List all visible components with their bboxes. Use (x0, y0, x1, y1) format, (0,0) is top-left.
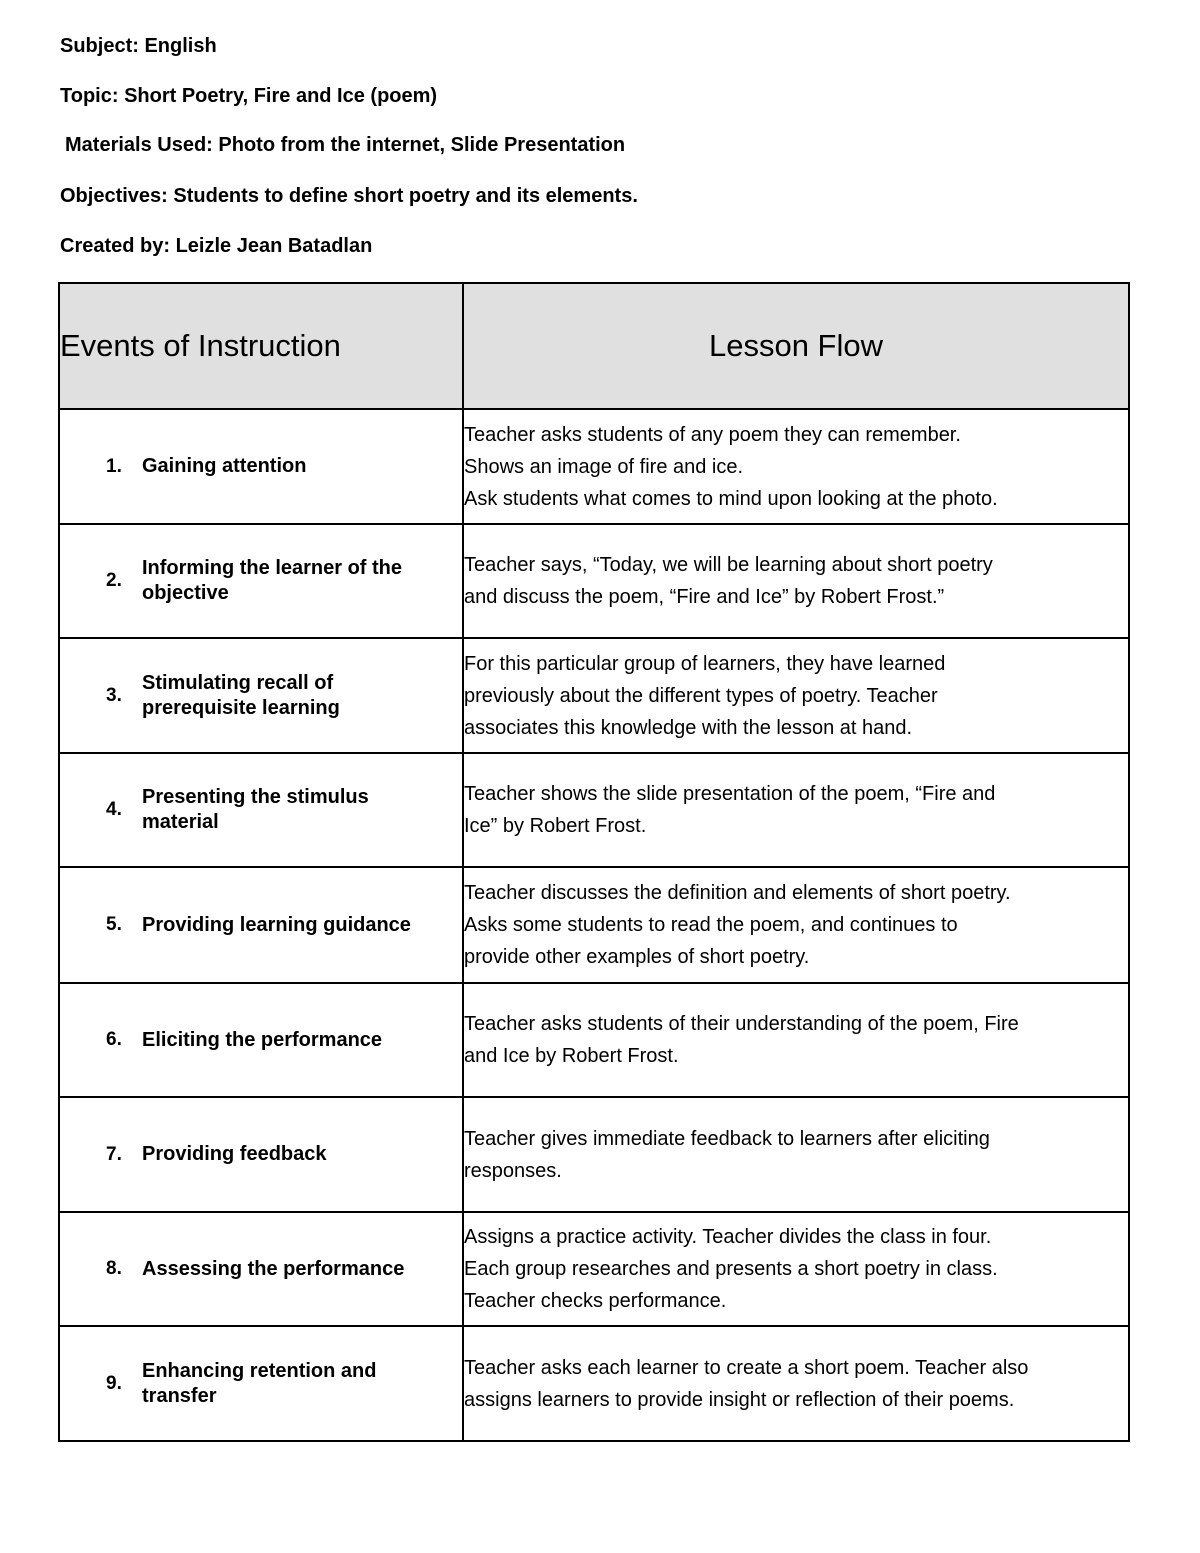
table-row (59, 409, 1129, 524)
table-row (59, 638, 1129, 753)
lesson-flow-line: and discuss the poem, “Fire and Ice” by Robert Frost.” (464, 586, 945, 608)
event-label: Enhancing retention and transfer (142, 1359, 377, 1407)
table-row (59, 1212, 1129, 1326)
event-number: 1. (106, 455, 122, 477)
lesson-flow-line: Teacher gives immediate feedback to learners after eliciting (464, 1127, 990, 1150)
lesson-flow-line: Teacher checks performance. (464, 1290, 727, 1312)
event-cell (59, 1326, 463, 1441)
event-number: 7. (106, 1143, 122, 1165)
event-cell (59, 983, 463, 1097)
event-cell (59, 1097, 463, 1212)
lesson-flow-cell (463, 524, 1129, 638)
event-label: Providing feedback (142, 1143, 327, 1165)
lesson-flow-cell (463, 409, 1129, 524)
lesson-flow-line: Teacher asks students of any poem they can remember. (464, 423, 961, 446)
event-number: 2. (106, 570, 122, 591)
lesson-flow-line: Ask students what comes to mind upon looking at the photo. (464, 487, 998, 510)
lesson-flow-cell (463, 753, 1129, 867)
lesson-flow-line: provide other examples of short poetry. (464, 946, 810, 968)
event-label: Informing the learner of the objective (142, 557, 403, 604)
lesson-flow-line: Teacher asks each learner to create a short poem. Teacher also (464, 1356, 1029, 1379)
lesson-flow-line: Ice” by Robert Frost. (464, 815, 647, 837)
lesson-flow-line: Asks some students to read the poem, and continues to (464, 914, 958, 936)
event-label: Presenting the stimulus material (142, 786, 369, 833)
lesson-flow-cell (463, 1212, 1129, 1326)
event-cell (59, 753, 463, 867)
event-cell (59, 409, 463, 524)
table-row (59, 753, 1129, 867)
table-row (59, 524, 1129, 638)
lesson-flow-cell (463, 1326, 1129, 1441)
column-header-lesson-flow: Lesson Flow (463, 283, 1129, 409)
table-row (59, 983, 1129, 1097)
lesson-flow-line: associates this knowledge with the lesson at hand. (464, 716, 913, 739)
lesson-flow-cell (463, 638, 1129, 753)
lesson-flow-line: Each group researches and presents a short poetry in class. (464, 1258, 998, 1280)
event-number: 4. (106, 799, 122, 820)
lesson-flow-cell (463, 867, 1129, 983)
event-label: Assessing the performance (142, 1257, 405, 1280)
column-header-events: Events of Instruction (59, 283, 463, 409)
event-number: 5. (106, 914, 122, 935)
event-number: 3. (106, 684, 122, 706)
materials-line: Materials Used: Photo from the internet, Slide Presentation (65, 134, 626, 156)
lesson-flow-cell (463, 983, 1129, 1097)
table-header-row (59, 283, 1129, 409)
lesson-flow-line: assigns learners to provide insight or reflection of their poems. (464, 1388, 1015, 1411)
objectives-line: Objectives: Students to define short poetry and its elements. (60, 185, 638, 207)
event-cell (59, 867, 463, 983)
subject-line: Subject: English (60, 35, 217, 57)
event-label: Eliciting the performance (142, 1028, 383, 1051)
lesson-plan-table (58, 282, 1130, 1442)
lesson-flow-line: and Ice by Robert Frost. (464, 1045, 679, 1067)
lesson-flow-line: previously about the different types of poetry. Teacher (464, 684, 938, 707)
event-cell (59, 1212, 463, 1326)
table-row (59, 1326, 1129, 1441)
event-number: 8. (106, 1258, 122, 1279)
event-label: Gaining attention (142, 455, 307, 477)
event-label: Providing learning guidance (142, 913, 411, 936)
event-number: 6. (106, 1029, 122, 1050)
lesson-flow-line: Shows an image of fire and ice. (464, 455, 744, 478)
table-row (59, 1097, 1129, 1212)
lesson-flow-line: Assigns a practice activity. Teacher divides the class in four. (464, 1226, 992, 1248)
lesson-flow-line: responses. (464, 1159, 562, 1182)
lesson-flow-line: Teacher shows the slide presentation of the poem, “Fire and (464, 783, 996, 805)
table-row (59, 867, 1129, 983)
lesson-flow-line: Teacher says, “Today, we will be learning about short poetry (464, 554, 993, 576)
event-cell (59, 524, 463, 638)
lesson-flow-line: Teacher discusses the definition and elements of short poetry. (464, 882, 1011, 904)
created-by-line: Created by: Leizle Jean Batadlan (60, 235, 373, 257)
event-cell (59, 638, 463, 753)
topic-line: Topic: Short Poetry, Fire and Ice (poem) (60, 85, 438, 107)
event-number: 9. (106, 1372, 122, 1394)
lesson-flow-cell (463, 1097, 1129, 1212)
lesson-flow-line: For this particular group of learners, they have learned (464, 652, 946, 675)
lesson-flow-line: Teacher asks students of their understanding of the poem, Fire (464, 1013, 1019, 1035)
event-label: Stimulating recall of prerequisite learning (142, 671, 340, 719)
